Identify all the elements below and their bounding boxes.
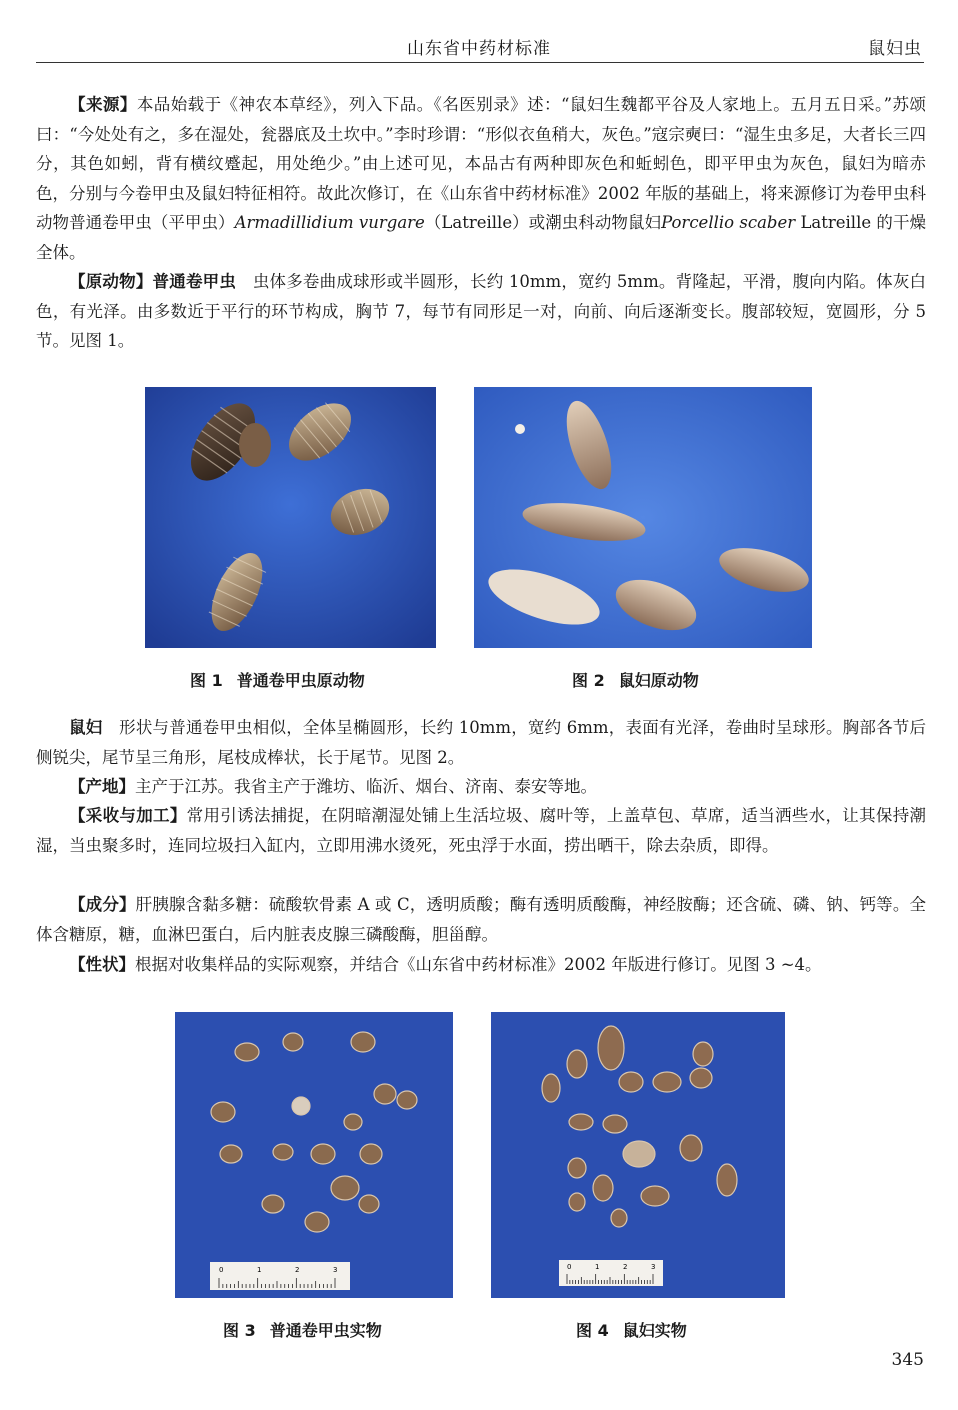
ruler-label-1: 1	[595, 1263, 600, 1271]
harvest-label: 【采收与加工】	[69, 806, 187, 825]
properties-paragraph	[36, 950, 926, 980]
figure-4-number: 图 4	[576, 1321, 609, 1340]
figure-4-photo	[491, 1012, 785, 1298]
source-text-2: （Latreille）或潮虫科动物鼠妇	[424, 213, 662, 232]
composition-paragraph	[36, 890, 926, 949]
shufu-subject: 鼠妇	[69, 718, 103, 737]
figure-3-title: 普通卷甲虫实物	[269, 1321, 382, 1340]
harvest-text: 常用引诱法捕捉，在阴暗潮湿处铺上生活垃圾、腐叶等，上盖草包、草席，适当洒些水，让其保持潮湿，当虫聚多时，连同垃圾扫入缸内，立即用沸水烫死，死虫浮于水面，捞出晒干，除去杂质，即得。	[36, 806, 927, 855]
figure-3-caption	[223, 1318, 382, 1341]
figure-4-caption	[576, 1318, 687, 1341]
animal-subject: 普通卷甲虫	[152, 272, 237, 291]
figure-2-photo	[474, 387, 812, 648]
figure-1-number: 图 1	[190, 671, 223, 690]
running-header-section: 鼠妇虫	[868, 39, 922, 59]
shufu-paragraph	[36, 713, 926, 772]
header-divider	[36, 62, 924, 63]
ruler-label-0: 0	[219, 1266, 224, 1274]
shufu-text: 形状与普通卷甲虫相似，全体呈椭圆形，长约 10mm，宽约 6mm，表面有光泽，卷曲时呈球形。胸部各节后侧锐尖，尾节呈三角形，尾枝成棒状，长于尾节。见图 2。	[36, 718, 927, 767]
animal-label: 【原动物】	[69, 272, 153, 291]
scale-ruler	[559, 1260, 663, 1286]
origin-paragraph	[36, 772, 926, 802]
source-label: 【来源】	[69, 95, 137, 114]
source-text: 本品始载于《神农本草经》，列入下品。《名医别录》述：“鼠妇生魏都平谷及人家地上。五月五日采。”苏颂曰：“今处处有之，多在湿处，瓮器底及土坎中。”李时珍谓：“形似衣鱼稍大，灰色。”寇宗奭曰：“湿生虫多足，大者长三四分，其色如蚓，背有横纹蹙起，用处绝少。”由上述可见，本品古有两种即灰色和蚯蚓色，即平甲虫为灰色，鼠妇为暗赤色，分别与今卷甲虫及鼠妇特征相符。故此次修订，在《山东省中药材标准》2002 年版的基础上，将来源修订为卷甲虫科动物普通卷甲虫（平甲虫）	[36, 95, 927, 232]
origin-label: 【产地】	[69, 777, 135, 796]
figure-1-title: 普通卷甲虫原动物	[236, 671, 365, 690]
running-header-title: 山东省中药材标准	[407, 39, 551, 59]
origin-text: 主产于江苏。我省主产于潍坊、临沂、烟台、济南、泰安等地。	[135, 777, 597, 796]
ruler-label-3: 3	[651, 1263, 656, 1271]
ruler-label-2: 2	[295, 1266, 300, 1274]
source-scientific-name-2: Porcellio scaber	[661, 213, 796, 232]
figure-1-photo	[145, 387, 436, 648]
source-text-3: Latreille 的干燥全体。	[36, 213, 926, 262]
composition-text: 肝胰腺含黏多糖：硫酸软骨素 A 或 C，透明质酸；酶有透明质酸酶，神经胺酶；还含硫、磷、钠、钙等。全体含糖原，糖，血淋巴蛋白，后内脏表皮腺三磷酸酶，胆甾醇。	[36, 895, 927, 944]
source-paragraph	[36, 90, 926, 267]
figure-4-title: 鼠妇实物	[622, 1321, 687, 1340]
properties-label: 【性状】	[69, 955, 135, 974]
ruler-label-0: 0	[567, 1263, 572, 1271]
source-scientific-name-1: Armadillidium vurgare	[234, 213, 425, 232]
properties-text: 根据对收集样品的实际观察，并结合《山东省中药材标准》2002 年版进行修订。见图 3 ~4。	[135, 955, 822, 974]
figure-1-caption	[190, 668, 365, 691]
figure-2-number: 图 2	[572, 671, 605, 690]
scale-ruler	[210, 1262, 350, 1290]
animal-text: 虫体多卷曲成球形或半圆形，长约 10mm，宽约 5mm。背隆起，平滑，腹向内陷。体灰白色，有光泽。由多数近于平行的环节构成，胸节 7，每节有同形足一对，向前、向后逐渐变长。腹部较短，宽圆形，分 5 节。见图 1。	[36, 272, 927, 350]
ruler-label-3: 3	[333, 1266, 338, 1274]
ruler-label-2: 2	[623, 1263, 628, 1271]
composition-label: 【成分】	[69, 895, 136, 914]
harvest-paragraph	[36, 801, 926, 860]
animal-paragraph	[36, 267, 926, 356]
figure-2-caption	[572, 668, 699, 691]
figure-3-photo	[175, 1012, 453, 1298]
figure-2-title: 鼠妇原动物	[618, 671, 699, 690]
figure-3-number: 图 3	[223, 1321, 256, 1340]
page-number: 345	[891, 1350, 924, 1370]
ruler-label-1: 1	[257, 1266, 262, 1274]
